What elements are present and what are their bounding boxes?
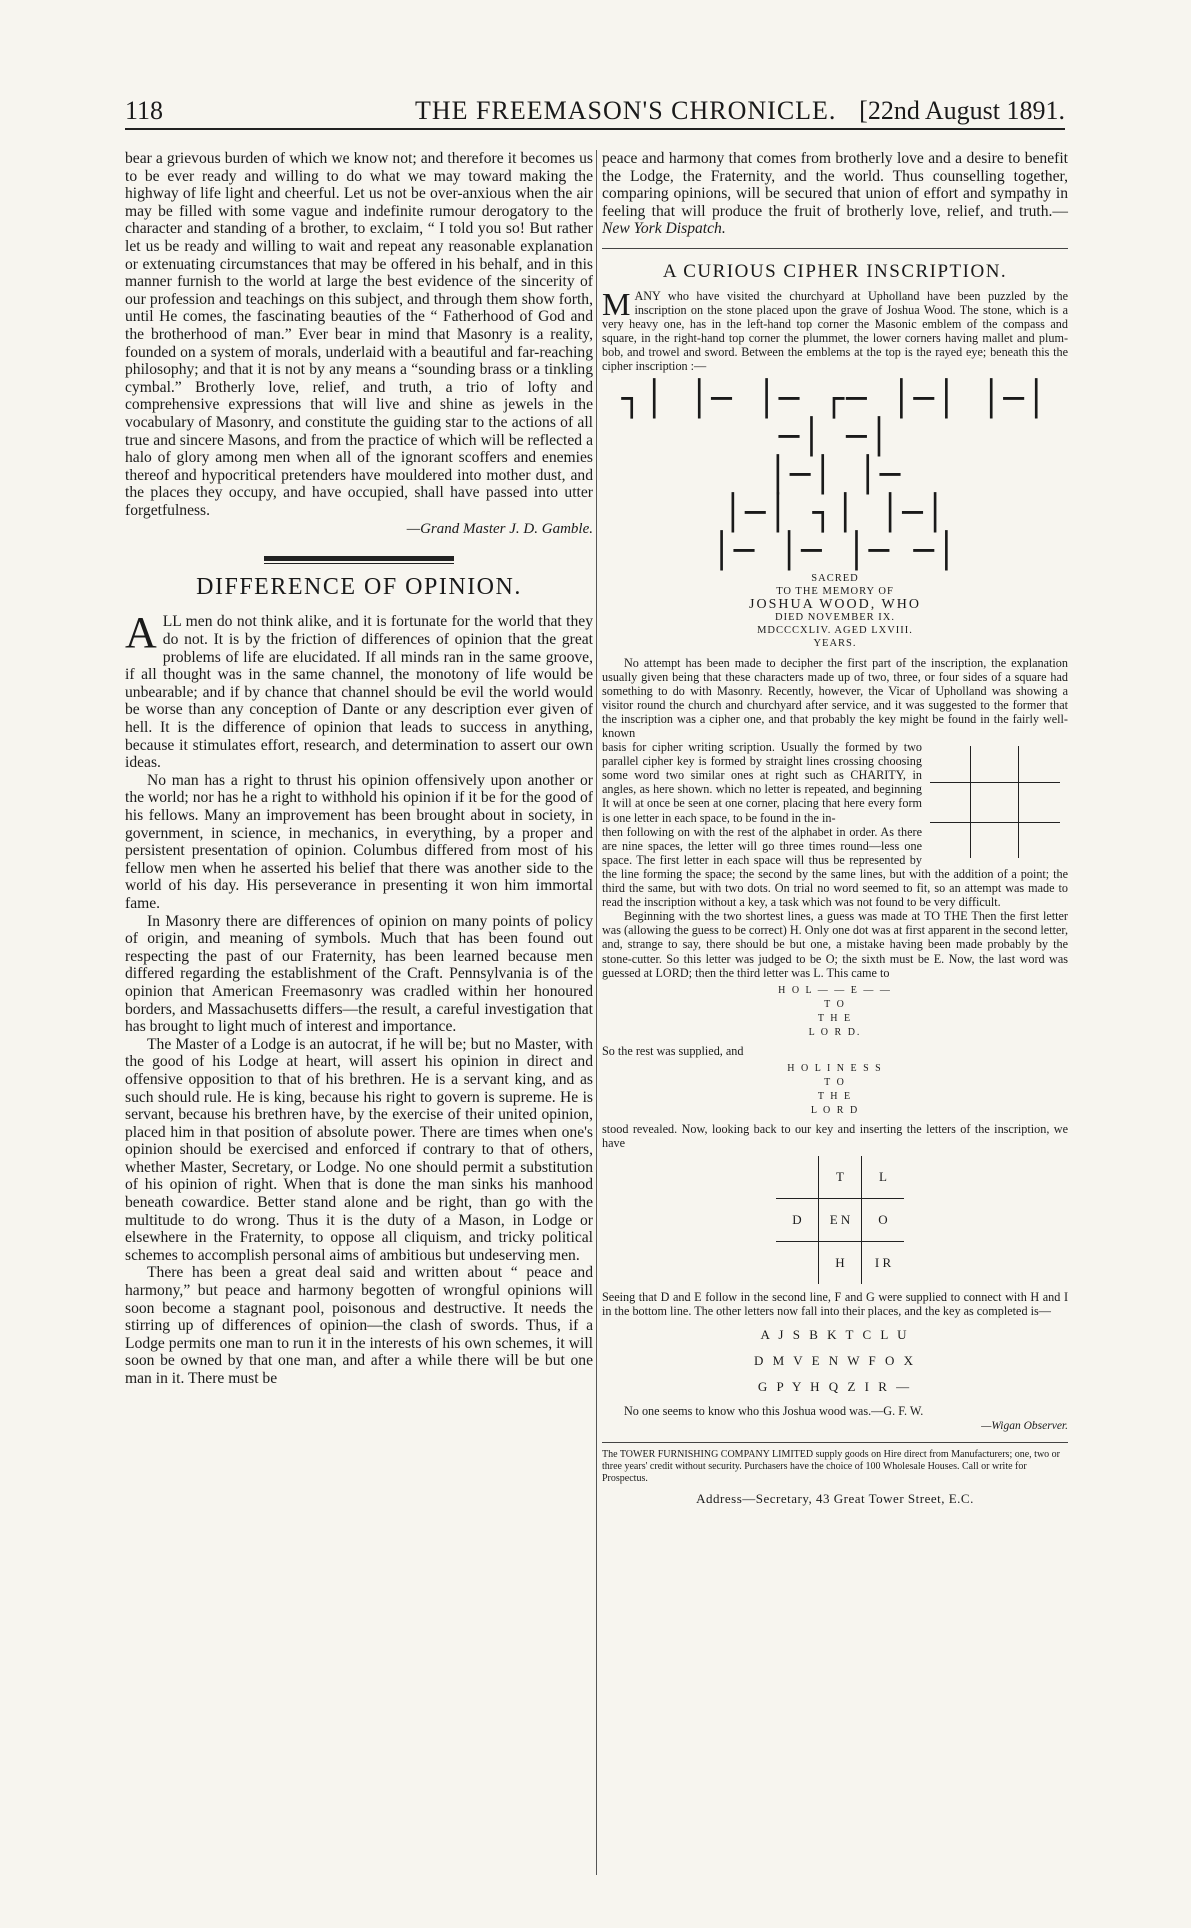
epitaph-line: DIED NOVEMBER IX. — [775, 611, 895, 623]
column-divider — [596, 150, 597, 1875]
paragraph: LL men do not think alike, and it is fortunate for the world that they do not. It is by the friction of differences of opinion that the great problems of life are elucidated. If all minds ran in the same groove, if all thought was in the same channel, the monotony of life would be unbearable; and if by chance that channel should be evil the world would be worse than any conception of Dante or any description ever given of hell. It is the difference of opinion that leads to success in anything, because it stimulates effort, research, and determination to assert our own ideas. — [125, 613, 593, 772]
decoded-line: H O L — — E — — — [778, 984, 892, 996]
cipher-key-grid — [776, 1156, 904, 1284]
paragraph: stood revealed. Now, looking back to our key and inserting the letters of the inscription, we have — [602, 1121, 1068, 1150]
decoded-line: T O — [824, 1076, 846, 1088]
cipher-line: │─│ ┐│ │─│ — [722, 492, 948, 533]
source-credit: New York Dispatch. — [602, 220, 726, 238]
decoded-line: T H E — [817, 1090, 853, 1102]
decoded-text-2 — [602, 1062, 1068, 1118]
article-signature: —Grand Master J. D. Gamble. — [406, 521, 593, 538]
cipher-line: │─│ │─ — [767, 454, 903, 495]
article-continuation: peace and harmony that comes from brotherly love and a desire to benefit the Lodge, the Fraternity, and the world. Thus counselling together, comparing opinions, will be secured that union of effort and sympathy in feeling that will produce the fruit of brotherly love, relief, and truth.— New York Dispatch. — [602, 150, 1068, 238]
epitaph-line: SACRED — [811, 572, 859, 584]
article-heading: A CURIOUS CIPHER INSCRIPTION. — [662, 260, 1008, 282]
decoded-line: L O R D. — [808, 1026, 862, 1038]
paragraph: No one seems to know who this Joshua wood was.—G. F. W. — [624, 1404, 924, 1419]
epitaph-line: JOSHUA WOOD, WHO — [749, 596, 921, 612]
completed-key — [602, 1322, 1068, 1400]
decoded-line: T H E — [817, 1012, 853, 1024]
section-rule — [264, 556, 454, 564]
paragraph: No attempt has been made to decipher the first part of the inscription, the explanation usually given being that these characters made up of two, three, or four sides of a square had something to do with Masonry. Recently, however, the Vicar of Upholland was showing a visitor round the church and churchyard after service, and it was suggested to the former that the inscription was a cipher one, and that probably the key might be found in the fairly well-known — [602, 655, 1068, 740]
decoded-line: L O R D — [810, 1104, 860, 1116]
section-rule — [602, 1442, 1068, 1443]
issue-date: [22nd August 1891. — [859, 96, 1065, 125]
decoded-text-1 — [602, 984, 1068, 1040]
key-cell — [776, 1241, 819, 1284]
key-cell: E N — [819, 1198, 862, 1241]
paragraph: No man has a right to thrust his opinion offensively upon another or the world; nor has he a right to withhold his opinion if it be for the good of his fellows. Many an improvement has been brought about in society, in government, in science, in mechanics, in everything, by a proper and persistent presentation of opinion. Columbus differed from most of his fellow men when he asserted his belief that there was another side to the world of his day. His perseverance in presenting it won him immortal fame. — [125, 771, 593, 912]
decoded-line: H O L I N E S S — [787, 1062, 883, 1074]
key-cell: H — [819, 1241, 862, 1284]
right-column — [602, 150, 1068, 1507]
paragraph: Beginning with the two shortest lines, a guess was made at TO THE Then the first letter was (allowing the guess to be correct) H. Only one dot was at first apparent in the second letter, and, strange to say, there should be but one, a mistake having been made probably by the stone-cutter. So this letter was judged to be O; the sixth must be E. Now, the last word was guessed at LORD; then the third letter was L. This came to — [602, 909, 1068, 980]
key-cell: T — [819, 1156, 862, 1199]
paragraph: So the rest was supplied, and — [602, 1043, 744, 1058]
key-cell — [776, 1156, 819, 1199]
decoded-line: T O — [824, 998, 846, 1010]
paragraph: basis for cipher writing scription. Usually the formed by two parallel cipher key is formed by straight lines crossing choosing some word two similar ones at right such as CHARITY, in angles, as here shown. which no letter is repeated, and beginning It will at once be seen at one corner, placing that here every form is one letter in each space, to be found in the in- — [602, 740, 922, 825]
drop-cap: M — [602, 285, 631, 322]
page-header — [125, 96, 1065, 130]
epitaph-line: MDCCCXLIV. AGED LXVIII. — [757, 624, 913, 636]
key-row: G P Y H Q Z I R — — [757, 1379, 913, 1395]
article-continuation: bear a grievous burden of which we know not; and therefore it becomes us to be ever ready and willing to do what we may toward making the highway of life light and cheerful. Let us not be over-anxious when the air may be filled with some vague and indefinite rumour derogatory to the character and standing of a brother, to exclaim, “ I told you so! But rather let us be ready and willing to wait and repeat any reasonable explanation or extenuating circumstances that may be offered in his behalf, and in this manner furnish to the world at large the best evidence of the sincerity of our profession and teachings on this subject, and through them show forth, until He comes, the fascinating beauties of the “ Fatherhood of God and the brotherhood of man.” Ever bear in mind that Masonry is a reality, founded on a system of morals, underlaid with a beautiful and far-reaching philosophy; and that it is not by any means a “sounding brass or a tinkling cymbal.” Brotherly love, relief, and truth, a trio of lofty and comprehensive expressions that will live and shine as jewels in the vocabulary of Masonry, and constitute the guiding star to the actions of all true and sincere Masons, and from the practice of which will be reflected a halo of glory among men when all of the ignorant scoffers and enemies thereof and hypocritical pretenders have mouldered into mother dust, and the places they occupy, and have occupied, shall have passed into utter forgetfulness. — [125, 150, 593, 519]
opening-paragraph — [602, 285, 1068, 374]
drop-cap: A — [125, 608, 157, 658]
cipher-line: │─ │─ │─ ─│ — [711, 530, 959, 571]
source-credit: —Wigan Observer. — [981, 1420, 1068, 1433]
cipher-inscription — [602, 380, 1068, 570]
key-cell: I R — [874, 1254, 892, 1270]
opening-paragraph — [125, 608, 593, 772]
advertisement: The TOWER FURNISHING COMPANY LIMITED supply goods on Hire direct from Manufacturers; one, two or three years' credit without security. Purchasers have the choice of 100 Wholesale Houses. Call or write for Prospectus. — [602, 1449, 1060, 1485]
paragraph: then following on with the rest of the alphabet in order. As there are nine spaces, the letter will go three times round—less one space. The first letter in each space will thus be represented by the line forming the space; the second by the same lines, but with the addition of a point; the third the same, but with two dots. On trial no word seemed to fit, so an attempt was made to read the inscription without a key, a task which was not found to be very difficult. — [602, 824, 1068, 910]
cipher-grid-diagram — [930, 742, 1060, 862]
section-rule — [602, 248, 1068, 249]
article-heading: DIFFERENCE OF OPINION. — [196, 574, 522, 601]
paragraph: The Master of a Lodge is an autocrat, if he will be; but no Master, with the good of his Lodge at heart, will assert his opinion in direct and offensive opposition to that of his brethren. He is a servant king, and as such should rule. He is king, because his right to govern is supreme. He is servant, because his brethren have, by the exercise of their united opinion, placed him in that position of absolute power. There are times when one's opinion should be exercised and enforced if contrary to that of others, whether Master, Secretary, or Lodge. No one should permit a substitution of his opinion of right. When that is done the man sinks his manhood beneath cowardice. Better stand alone and be right, than go with the multitude to do wrong. Thus it is the duty of a Mason, in Lodge or elsewhere in the Fraternity, to oppose all cliquism, and tricky political schemes to accomplish personal aims of ambitious but undeserving men. — [125, 1035, 593, 1264]
paragraph: ANY who have visited the churchyard at Upholland have been puzzled by the inscription on the stone placed upon the grave of Joshua Wood. The stone, which is a very heavy one, has in the left-hand top corner the Masonic emblem of the compass and square, in the right-hand top corner the plummet, the lower corners having mallet and plum-bob, and trowel and sword. Between the emblems at the top is the rayed eye; beneath this the cipher inscription :— — [602, 288, 1068, 374]
key-cell: O — [862, 1198, 905, 1241]
cipher-line: ┐│ │─ │─ ┌─ │─│ │─│ ─│ ─│ — [621, 378, 1049, 457]
cipher-diagram-section — [602, 740, 1068, 825]
key-row: A J S B K T C L U — [760, 1327, 910, 1343]
advertisement-address: Address—Secretary, 43 Great Tower Street, E.C. — [696, 1491, 974, 1507]
page-number: 118 — [125, 96, 164, 125]
paragraph: There has been a great deal said and written about “ peace and harmony,” but peace and harmony begotten of wrongful opinions will soon become a stagnant pool, poisonous and destructive. It needs the stirring up of differences of opinion—the clash of swords. Thus, if a Lodge permits one man to run it in the interests of his own schemes, it will soon be owned by that one man, and after a while there will be but one man in it. There must be — [125, 1264, 593, 1387]
epitaph-line: TO THE MEMORY OF — [776, 585, 894, 597]
paragraph: In Masonry there are differences of opinion on many points of policy of origin, and meaning of symbols. Much that has been found out respecting the past of our Fraternity, has been learned because men differed regarding the establishment of the Craft. Pennsylvania is of the opinion that American Freemasonry was cradled within her honoured borders, and Massachusetts differs—the result, a careful investigation that has brought to light much of interest and importance. — [125, 912, 593, 1036]
key-row: D M V E N W F O X — [753, 1353, 916, 1369]
key-cell: L — [862, 1156, 905, 1199]
publication-title: THE FREEMASON'S CHRONICLE. — [415, 96, 837, 125]
epitaph-line: YEARS. — [813, 637, 857, 649]
key-cell: D — [776, 1198, 819, 1241]
paragraph: Seeing that D and E follow in the second line, F and G were supplied to connect with H and I in the bottom line. The other letters now fall into their places, and the key as completed is— — [602, 1289, 1068, 1319]
left-column — [125, 150, 593, 1388]
epitaph — [602, 572, 1068, 650]
